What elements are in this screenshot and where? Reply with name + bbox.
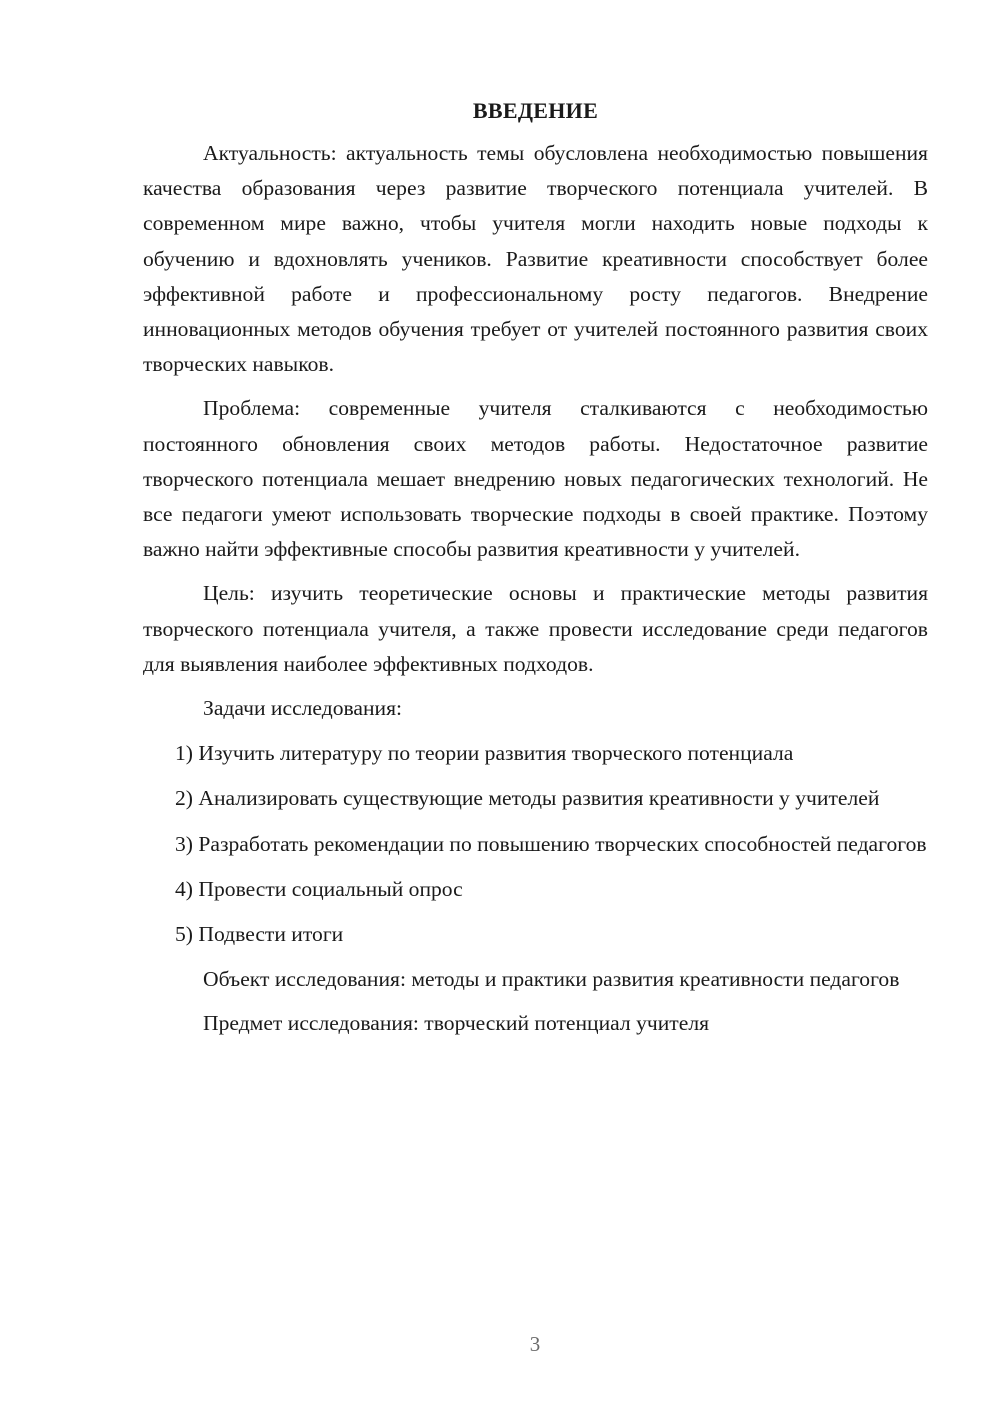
- subject-paragraph: Предмет исследования: творческий потенциал учителя: [203, 1011, 710, 1036]
- section-heading: ВВЕДЕНИЕ: [472, 98, 599, 123]
- task-item-1: 1) Изучить литературу по теории развития творческого потенциала: [175, 741, 794, 766]
- problem-paragraph: Проблема: современные учителя сталкиваются с необходимостью постоянного обновления своих методов работы. Недостаточное развитие творческого потенциала мешает внедрению новых педагогических технологий. Не все педагоги умеют использовать творческие подходы в своей практике. Поэтому важно найти эффективные способы развития креативности у учителей.: [143, 396, 928, 562]
- task-item-5: 5) Подвести итоги: [175, 922, 344, 947]
- relevance-paragraph: Актуальность: актуальность темы обусловлена необходимостью повышения качества образования через развитие творческого потенциала учителей. В современном мире важно, чтобы учителя могли находить новые подходы к обучению и вдохновлять учеников. Развитие креативности способствует более эффективной работе и профессиональному росту педагогов. Внедрение инновационных методов обучения требует от учителей постоянного развития своих творческих навыков.: [143, 141, 928, 377]
- goal-paragraph: Цель: изучить теоретические основы и практические методы развития творческого потенциала учителя, а также провести исследование среди педагогов для выявления наиболее эффективных подходов.: [143, 581, 928, 676]
- task-item-4: 4) Провести социальный опрос: [175, 876, 463, 901]
- task-item-3: 3) Разработать рекомендации по повышению творческих способностей педагогов: [175, 831, 927, 856]
- page-number: 3: [529, 1332, 541, 1356]
- tasks-title: Задачи исследования:: [203, 696, 403, 721]
- task-item-2: 2) Анализировать существующие методы развития креативности у учителей: [175, 786, 880, 811]
- object-paragraph: Объект исследования: методы и практики развития креативности педагогов: [203, 967, 900, 992]
- document-page: [143, 94, 928, 1051]
